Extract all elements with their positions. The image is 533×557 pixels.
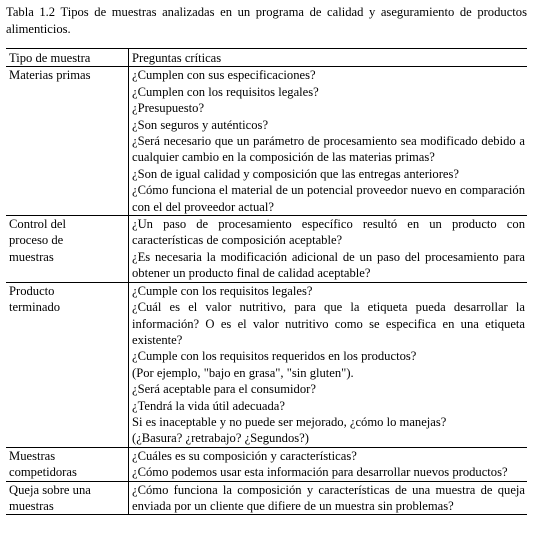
questions-cell	[129, 481, 528, 515]
sample-type-label: muestras	[9, 249, 54, 264]
sample-type-cell	[6, 282, 129, 447]
question-text: ¿Cumplen con sus especificaciones?	[132, 68, 316, 83]
question-text: (Por ejemplo, "bajo en grasa", "sin gluten").	[132, 365, 354, 380]
question-text: ¿Cómo funciona el material de un potencial proveedor nuevo en comparación con el del proveedor actual?	[132, 183, 525, 214]
question-text: ¿Un paso de procesamiento específico resultó en un producto con características de composición aceptable?	[132, 217, 525, 248]
table-row	[6, 67, 527, 216]
question-text: (¿Basura? ¿retrabajo? ¿Segundos?)	[132, 431, 309, 446]
question-text: ¿Es necesaria la modificación adicional de un paso del procesamiento para obtener un producto final de calidad aceptable?	[132, 249, 525, 281]
question-text: Si es inaceptable y no puede ser mejorado, ¿cómo lo manejas?	[132, 414, 447, 429]
question-text: ¿Son de igual calidad y composición que las entregas anteriores?	[132, 166, 459, 181]
question-text: ¿Tendrá la vida útil adecuada?	[132, 398, 285, 413]
question-text: ¿Cómo funciona la composición y características de una muestra de queja enviada por un cliente que difiere de un muestra sin problemas?	[132, 482, 525, 513]
question-text: ¿Cumple con los requisitos legales?	[132, 283, 313, 298]
sample-type-label: Materias primas	[9, 68, 91, 83]
sample-type-label: proceso de	[9, 233, 64, 248]
table-row	[6, 481, 527, 515]
table-row	[6, 216, 527, 283]
sample-type-cell	[6, 216, 129, 283]
sample-type-label: Control del	[9, 217, 67, 232]
questions-cell	[129, 216, 528, 283]
question-text: ¿Será necesario que un parámetro de procesamiento sea modificado debido a cualquier cambio en la composición de las materias primas?	[132, 134, 525, 165]
question-text: ¿Son seguros y auténticos?	[132, 117, 269, 132]
header-critical-questions: Preguntas críticas	[129, 49, 528, 67]
question-text: ¿Será aceptable para el consumidor?	[132, 382, 316, 397]
questions-cell	[129, 447, 528, 481]
table-row	[6, 282, 527, 447]
sample-type-cell	[6, 481, 129, 515]
sample-type-cell	[6, 67, 129, 216]
sample-types-table	[6, 48, 527, 515]
sample-type-label: terminado	[9, 300, 61, 315]
table-caption: Tabla 1.2 Tipos de muestras analizadas en un programa de calidad y aseguramiento de productos alimenticios.	[6, 5, 527, 36]
sample-type-label: competidoras	[9, 465, 77, 480]
sample-type-label: Producto	[9, 283, 55, 298]
sample-type-label: Queja sobre una	[9, 482, 91, 497]
table-header-row	[6, 49, 527, 67]
table-row	[6, 447, 527, 481]
header-sample-type: Tipo de muestra	[6, 49, 129, 67]
question-text: ¿Presupuesto?	[132, 101, 205, 116]
question-text: ¿Cumple con los requisitos requeridos en los productos?	[132, 349, 417, 364]
questions-cell	[129, 282, 528, 447]
question-text: ¿Cumplen con los requisitos legales?	[132, 84, 319, 99]
question-text: ¿Cómo podemos usar esta información para desarrollar nuevos productos?	[132, 465, 508, 480]
question-text: ¿Cuáles es su composición y características?	[132, 448, 357, 463]
sample-type-label: muestras	[9, 498, 54, 513]
question-text: ¿Cuál es el valor nutritivo, para que la etiqueta pueda desarrollar la información? O es el valor nutritivo como se especifica en una etiqueta existente?	[132, 300, 525, 347]
questions-cell	[129, 67, 528, 216]
sample-type-label: Muestras	[9, 448, 56, 463]
sample-type-cell	[6, 447, 129, 481]
